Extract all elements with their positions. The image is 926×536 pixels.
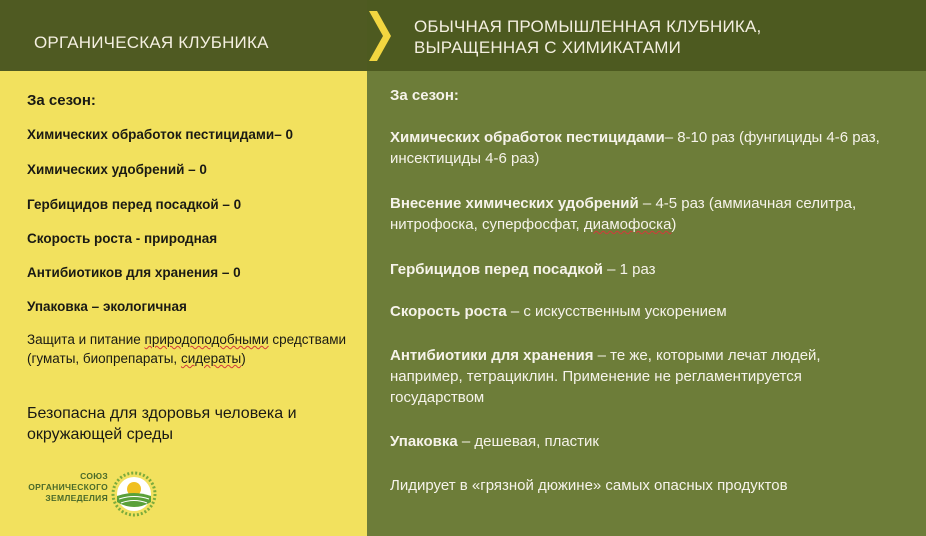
conventional-growth-text: – с искусственным ускорением (506, 303, 727, 320)
conventional-pesticides (390, 127, 890, 169)
organic-safety: Безопасна для здоровья человека и окружающей среды (27, 405, 297, 443)
organic-herbicides: Гербицидов перед посадкой – 0 (27, 197, 242, 212)
conventional-herbicides (390, 259, 890, 280)
organic-title: ОРГАНИЧЕСКАЯ КЛУБНИКА (34, 33, 269, 52)
header-bar (0, 0, 926, 71)
logo-line3: ЗЕМЛЕДЕЛИЯ (45, 493, 108, 503)
conventional-antibiotics-label: Антибиотики для хранения (390, 347, 594, 364)
organic-packaging: Упаковка – экологичная (27, 299, 187, 314)
organic-antibiotics: Антибиотиков для хранения – 0 (27, 265, 241, 280)
conventional-fertilizers-underlined: диамофоска (583, 216, 672, 233)
conventional-fertilizers (390, 193, 890, 235)
conventional-growth (390, 301, 890, 322)
chevron-right-icon (369, 11, 391, 61)
conventional-pesticides-text: – 8-10 раз (фунгициды 4-6 раз, инсектициды 4-6 раз) (390, 129, 880, 167)
conventional-growth-label: Скорость роста (390, 303, 507, 320)
conventional-packaging-label: Упаковка (390, 433, 458, 450)
sun-field-emblem-icon (111, 466, 157, 526)
conventional-packaging-text: – дешевая, пластик (457, 433, 599, 450)
conventional-season-label (390, 85, 890, 106)
conventional-fertilizers-suffix: ) (671, 216, 677, 233)
organic-protection-underlined2: сидераты (180, 351, 242, 366)
logo-line2: ОРГАНИЧЕСКОГО (28, 482, 108, 492)
header-left-panel (0, 0, 367, 71)
conventional-fertilizers-label: Внесение химических удобрений (390, 195, 639, 212)
conventional-fertilizers-text: – 4-5 раз (аммиачная селитра, нитрофоска, суперфосфат, (390, 195, 857, 233)
organic-fertilizers: Химических удобрений – 0 (27, 162, 207, 177)
organic-protection-suffix: ) (241, 351, 246, 366)
conventional-pesticides-label: Химических обработок пестицидами (390, 129, 665, 146)
organic-protection-prefix: Защита и питание (27, 332, 145, 347)
organic-growth: Скорость роста - природная (27, 231, 218, 246)
organic-protection-underlined: природоподобными (144, 332, 269, 347)
conventional-antibiotics (390, 345, 890, 408)
conventional-herbicides-text: – 1 раз (602, 261, 656, 278)
logo-line1: СОЮЗ (80, 471, 108, 481)
organic-season-label: За сезон: (27, 92, 96, 109)
conventional-packaging (390, 431, 890, 452)
organic-union-logo (16, 466, 161, 526)
logo-text (16, 471, 108, 504)
conventional-herbicides-label: Гербицидов перед посадкой (390, 261, 603, 278)
conventional-antibiotics-text: – те же, которыми лечат людей, например, тетрациклин. Применение не регламентируется государством (390, 347, 821, 406)
organic-protection-middle: средствами (гуматы, биопрепараты, (27, 332, 347, 366)
conventional-title-line2: ВЫРАЩЕННАЯ С ХИМИКАТАМИ (414, 38, 682, 57)
conventional-title-line1: ОБЫЧНАЯ ПРОМЫШЛЕННАЯ КЛУБНИКА, (414, 17, 762, 36)
organic-pesticides: Химических обработок пестицидами– 0 (27, 127, 293, 142)
conventional-dirty-dozen: Лидирует в «грязной дюжине» самых опасных продуктов (390, 477, 788, 494)
organic-protection (27, 330, 347, 368)
conventional-title (414, 16, 894, 58)
conventional-season-text: За сезон: (390, 87, 459, 104)
